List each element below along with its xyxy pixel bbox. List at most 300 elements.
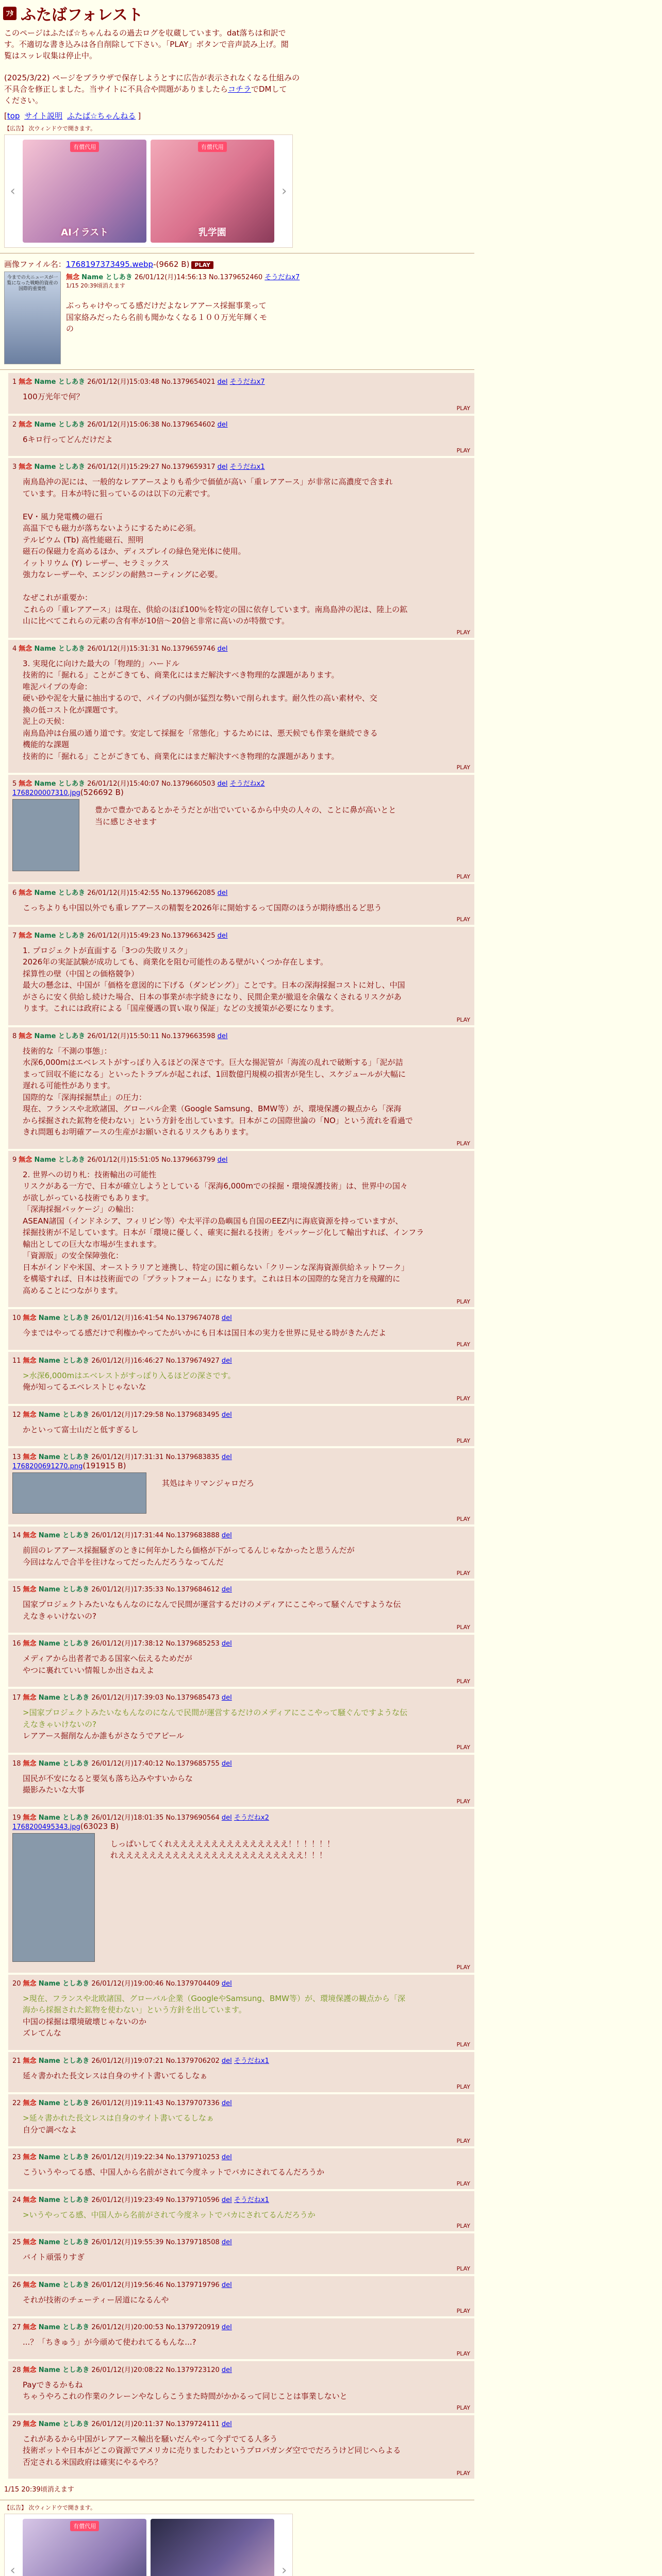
- reply-header: [12, 1638, 470, 1648]
- reply-subject: 無念: [23, 1814, 37, 1822]
- reply-line: ASEAN諸国（インドネシア、フィリピン等）や太平洋の島嶼国も自国のEEZ内に海底資源を持っていますが、: [23, 1216, 403, 1226]
- reply-number: 3: [12, 463, 17, 471]
- reply-line: 採掘技術が不足しています。日本が「環境に優しく、確実に掘れる技術」をパッケージ化して輸出すれば、インフラ: [23, 1228, 424, 1238]
- play-button[interactable]: PLAY: [456, 629, 470, 636]
- reply-line: ています。日本が特に狙っているのは以下の元素です。: [23, 488, 215, 498]
- reply-date: 26/01/12(月)20:08:22 No.1379723120: [91, 2366, 220, 2374]
- reply-text: [23, 1773, 470, 1796]
- reply-name: Name としあき: [38, 1532, 90, 1540]
- ad-label: 【広告】 次ウィンドウで開きます。: [4, 125, 96, 132]
- reply-post: [8, 884, 474, 925]
- reply-line: 今回はなんで合半を往けなってだったんだろうなってんだ: [23, 1557, 224, 1567]
- del-link[interactable]: del: [217, 889, 228, 897]
- reply-post: [8, 373, 474, 414]
- reply-file-link[interactable]: 1768200691270.png: [12, 1463, 83, 1471]
- reply-line: 否定される米国政府は確実にやるやろ？: [23, 2457, 162, 2467]
- del-link[interactable]: del: [221, 1453, 232, 1462]
- chevron-right-icon[interactable]: ›: [282, 2563, 287, 2576]
- del-link[interactable]: del: [217, 931, 228, 940]
- play-button[interactable]: PLAY: [456, 1624, 470, 1631]
- op-date: 26/01/12(月)14:56:13 No.1379652460: [134, 274, 263, 282]
- reply-header: [12, 887, 470, 897]
- reply-line: しっぱいしてくれえええええええええええええええ！！！！！！: [110, 1839, 335, 1849]
- play-button[interactable]: PLAY: [456, 2265, 470, 2272]
- reply-line: 「深海採掘パッケージ」の輸出：: [23, 1205, 139, 1214]
- reply-image-row: [12, 799, 470, 871]
- reply-line: 日本がインドや米国、オーストラリアと連携し、特定の国に頼らない「クリーンな深海資源供給ネットワーク」: [23, 1262, 409, 1272]
- reply-number: 23: [12, 2154, 21, 2162]
- reply-name: Name としあき: [34, 1032, 85, 1040]
- reply-line: それが技術のチェーティー居道になるんや: [23, 2295, 169, 2304]
- reply-line: 国際的な「深海採掘禁止」の圧力：: [23, 1092, 147, 1102]
- reply-file-info: [12, 1461, 470, 1470]
- reply-line: 俺が知ってるエベレストじゃないな: [23, 1382, 146, 1392]
- ad-tag: 有償代用: [70, 142, 99, 152]
- reply-text: [23, 2209, 470, 2221]
- play-button[interactable]: PLAY: [456, 404, 470, 412]
- ad-banner[interactable]: [23, 2519, 146, 2576]
- file-size: -(9662 B): [153, 260, 190, 269]
- reply-post: [8, 1151, 474, 1308]
- reply-number: 1: [12, 378, 17, 386]
- reply-line: 技術的な「不測の事態」：: [23, 1046, 112, 1056]
- reply-line: 技術的に「掘れる」ことがごきても、商業化にはまだ解決すべき物理的な課題があります。: [23, 670, 339, 680]
- reply-date: 26/01/12(月)17:40:12 No.1379685755: [91, 1759, 220, 1768]
- nav-links: [top サイト説明 ふたば☆ちゃんねる ]: [4, 111, 141, 121]
- reply-date: 26/01/12(月)20:11:37 No.1379724111: [91, 2420, 220, 2428]
- reply-name: Name としあき: [38, 1411, 90, 1419]
- reply-date: 26/01/12(月)16:46:27 No.1379674927: [91, 1357, 220, 1365]
- reply-number: 24: [12, 2196, 21, 2204]
- contact-link[interactable]: コチラ: [227, 84, 251, 94]
- play-button[interactable]: PLAY: [456, 1798, 470, 1805]
- reply-thumbnail[interactable]: [12, 799, 79, 871]
- del-link[interactable]: del: [221, 2099, 232, 2108]
- reply-header: [12, 1030, 470, 1040]
- ad-banner[interactable]: [23, 140, 146, 243]
- del-link[interactable]: del: [221, 2239, 232, 2247]
- reply-number: 21: [12, 2057, 21, 2065]
- del-link[interactable]: del: [217, 645, 228, 653]
- reply-date: 26/01/12(月)16:41:54 No.1379674078: [91, 1314, 220, 1323]
- reply-post: [8, 1809, 474, 1973]
- reply-header: [12, 1812, 470, 1822]
- reply-line: >水深6,000mはエベレストがすっぽり入るほどの深さです。: [23, 1370, 236, 1380]
- del-link[interactable]: del: [221, 2196, 232, 2204]
- thumb-text: 今までの大ニュースが一覧になった戦略的資産の国際的重要性: [7, 275, 58, 292]
- sodane-link[interactable]: そうだねx1: [234, 2196, 269, 2204]
- reply-file-link[interactable]: 1768200495343.jpg: [12, 1823, 80, 1831]
- reply-name: Name としあき: [34, 378, 85, 386]
- site-title[interactable]: ふたばフォレスト: [21, 6, 143, 24]
- reply-text: [23, 658, 470, 762]
- reply-text: [23, 2294, 470, 2306]
- reply-line: レアアース掘削なんか誰もがさなうでアピール: [23, 1731, 184, 1741]
- del-link[interactable]: del: [221, 1357, 232, 1365]
- reply-post: [8, 1448, 474, 1524]
- reply-line: これがあるから中国がレアアース輸出を騒いだんやって今ずでてる人多う: [23, 2434, 278, 2444]
- reply-line: 南鳥島沖は台風の通り道です。安定して採掘を「常態化」するためには、悪天候でも作業を継続できる: [23, 728, 378, 738]
- del-link[interactable]: del: [221, 2366, 232, 2374]
- reply-line: >国家プロジェクトみたいなもんなのになんで民間が運営するだけのメディアにここやって騒ぐんですような伝: [23, 1708, 408, 1718]
- del-link[interactable]: del: [221, 2057, 232, 2065]
- reply-text: [23, 1327, 470, 1339]
- reply-line: EV・風力発電機の磁石: [23, 512, 103, 521]
- del-link[interactable]: del: [221, 1314, 232, 1323]
- reply-subject: 無念: [23, 2057, 37, 2065]
- reply-line: 「資源版」の安全保障強化：: [23, 1251, 124, 1261]
- reply-text: [110, 1838, 335, 1962]
- del-link[interactable]: del: [217, 378, 228, 386]
- reply-date: 26/01/12(月)19:07:21 No.1379706202: [91, 2057, 220, 2065]
- sodane-link[interactable]: そうだねx1: [234, 2057, 269, 2065]
- reply-subject: 無念: [23, 1694, 37, 1702]
- reply-name: Name としあき: [38, 2239, 90, 2247]
- reply-post: [8, 1527, 474, 1579]
- reply-line: なぜこれが重要か：: [23, 593, 93, 603]
- del-link[interactable]: del: [217, 463, 228, 471]
- play-button[interactable]: PLAY: [456, 764, 470, 771]
- reply-text: [23, 1169, 470, 1297]
- reply-line: 山に比べてこれらの元素の含有率が10倍〜20倍と非常に高いのが特徴です。: [23, 616, 289, 626]
- del-link[interactable]: del: [221, 1411, 232, 1419]
- reply-number: 16: [12, 1640, 21, 1648]
- reply-date: 26/01/12(月)17:35:33 No.1379684612: [91, 1586, 220, 1594]
- notice-line: 不具合を修正しました。当サイトに不具合や問題がありましたらコチラでDMして: [4, 84, 287, 94]
- reply-line: 1. プロジェクトが直面する「3つの失敗リスク」: [23, 945, 192, 955]
- reply-line: 最大の懸念は、中国が「価格を意図的に下げる（ダンピング）」ことです。日本の深海採掘コストに対し、中国: [23, 980, 405, 990]
- del-link[interactable]: del: [221, 2324, 232, 2332]
- sodane-link[interactable]: そうだねx7: [264, 274, 300, 282]
- reply-post: [8, 1581, 474, 1633]
- reply-date: 26/01/12(月)15:03:48 No.1379654021: [87, 378, 216, 386]
- play-button[interactable]: PLAY: [456, 1437, 470, 1445]
- reply-line: [23, 581, 470, 592]
- ad-text: AIイラスト: [61, 227, 109, 239]
- reply-post: [8, 1406, 474, 1447]
- reply-line: 当に感じさせます: [95, 817, 157, 826]
- reply-line: 唯泥パイプの寿命：: [23, 682, 92, 691]
- del-link[interactable]: del: [221, 1814, 232, 1822]
- link-about[interactable]: サイト説明: [24, 111, 63, 121]
- reply-text: [23, 945, 470, 1014]
- reply-number: 8: [12, 1032, 17, 1040]
- reply-post: [8, 1309, 474, 1350]
- ad-carousel-top: [4, 134, 293, 248]
- reply-header: [12, 2418, 470, 2428]
- play-button[interactable]: PLAY: [456, 447, 470, 454]
- site-logo[interactable]: ﾌﾀ: [3, 7, 16, 20]
- reply-post: [8, 2052, 474, 2093]
- del-link[interactable]: del: [217, 1156, 228, 1164]
- chevron-right-icon[interactable]: ›: [282, 183, 287, 199]
- reply-date: 26/01/12(月)19:56:46 No.1379719796: [91, 2281, 220, 2289]
- reply-text: [23, 2379, 470, 2402]
- reply-header: [12, 1154, 470, 1164]
- reply-text: [23, 2070, 470, 2082]
- play-button[interactable]: PLAY: [456, 1516, 470, 1523]
- del-link[interactable]: del: [221, 1694, 232, 1702]
- reply-line: 2026年の実証試験が成功しても、商業化を阻む可能性のある壁がいくつか存在します。: [23, 957, 328, 967]
- play-button[interactable]: PLAY: [456, 2083, 470, 2091]
- ad-tag: 有償代用: [70, 2521, 99, 2531]
- reply-header: [12, 1584, 470, 1594]
- notice-line: [4, 61, 658, 73]
- reply-subject: 無念: [19, 463, 32, 471]
- reply-name: Name としあき: [38, 2324, 90, 2332]
- del-link[interactable]: del: [217, 780, 228, 788]
- reply-text: [23, 2336, 470, 2348]
- reply-post: [8, 1635, 474, 1687]
- play-button[interactable]: PLAY: [456, 2180, 470, 2187]
- reply-post: [8, 2276, 474, 2317]
- del-link[interactable]: del: [221, 1532, 232, 1540]
- play-button[interactable]: PLAY: [456, 1570, 470, 1577]
- reply-name: Name としあき: [38, 2154, 90, 2162]
- reply-file-info: [12, 788, 470, 797]
- reply-line: 国家プロジェクトみたいなもんなのになんで民間が運営するだけのメディアにここやって騒ぐんですような伝: [23, 1600, 401, 1609]
- play-button[interactable]: PLAY: [456, 2350, 470, 2357]
- sodane-link[interactable]: そうだねx1: [229, 463, 265, 471]
- reply-header: [12, 2321, 470, 2331]
- reply-post: [8, 775, 474, 882]
- reply-subject: 無念: [19, 645, 32, 653]
- reply-subject: 無念: [23, 1453, 37, 1462]
- reply-subject: 無念: [23, 1759, 37, 1768]
- reply-line: 豊かで豊かであるとかそうだとが出でいているから中央の人々の、ことに鼻が高いとと: [95, 805, 396, 815]
- op-expire: 1/15 20:39頃消えます: [66, 282, 125, 290]
- reply-text: [162, 1478, 254, 1514]
- reply-line: 泥上の天候：: [23, 717, 70, 726]
- reply-post: [8, 1352, 474, 1404]
- reply-line: 3. 実現化に向けた最大の「物理的」ハードル: [23, 658, 180, 668]
- reply-name: Name としあき: [34, 780, 85, 788]
- sodane-link[interactable]: そうだねx2: [229, 780, 265, 788]
- reply-line: を構築すれば、日本は技術面での「プラットフォーム」になります。これは日本の国際的な発言力を飛躍的に: [23, 1274, 401, 1284]
- reply-post: [8, 2094, 474, 2146]
- reply-header: [12, 2364, 470, 2374]
- file-size: (63023 B): [80, 1821, 119, 1831]
- op-text: [66, 300, 300, 335]
- reply-line: ちゃうやろこれの作業のクレーンやなしらこうまた時間がかかるって同じことは事業しないと: [23, 2392, 347, 2401]
- reply-date: 26/01/12(月)17:31:31 No.1379683835: [91, 1453, 220, 1462]
- play-button[interactable]: PLAY: [456, 2404, 470, 2411]
- play-button[interactable]: PLAY: [456, 1016, 470, 1023]
- reply-post: [8, 1689, 474, 1753]
- reply-subject: 無念: [19, 378, 32, 386]
- reply-text: [23, 2251, 470, 2263]
- reply-line: がさらに安く供給し続けた場合、日本の事業が赤字続きになり、民間企業が撤退を余儀なくされるリスクがあ: [23, 992, 402, 1002]
- reply-subject: 無念: [23, 2239, 37, 2247]
- play-button[interactable]: PLAY: [456, 1963, 470, 1971]
- chevron-left-icon[interactable]: ‹: [10, 183, 15, 199]
- reply-thumbnail[interactable]: [12, 1833, 95, 1962]
- reply-line: えなきゃいけないの?: [23, 1719, 96, 1729]
- reply-header: [12, 2097, 470, 2107]
- reply-line: まって回収不能になる」といったトラブルが起これば、1回数億円規模の損害が発生し、スケジュールが大幅に: [23, 1069, 406, 1079]
- file-label: 画像ファイル名：: [4, 260, 66, 269]
- sodane-link[interactable]: そうだねx2: [234, 1814, 269, 1822]
- reply-subject: 無念: [19, 1032, 32, 1040]
- play-button[interactable]: PLAY: [456, 2470, 470, 2477]
- reply-number: 2: [12, 420, 17, 429]
- chevron-left-icon[interactable]: ‹: [10, 2563, 15, 2576]
- play-button[interactable]: PLAY: [456, 2308, 470, 2315]
- play-button[interactable]: PLAY: [456, 2138, 470, 2145]
- reply-number: 27: [12, 2324, 21, 2332]
- del-link[interactable]: del: [221, 2154, 232, 2162]
- del-link[interactable]: del: [221, 1759, 232, 1768]
- reply-subject: 無念: [23, 1586, 37, 1594]
- reply-line: 輸出としての巨大な市場が生まれます。: [23, 1239, 161, 1249]
- reply-number: 15: [12, 1586, 21, 1594]
- op-subject: 無念: [66, 274, 80, 282]
- reply-number: 28: [12, 2366, 21, 2374]
- reply-header: [12, 2194, 470, 2204]
- play-button[interactable]: PLAY: [456, 2223, 470, 2230]
- reply-header: [12, 1451, 470, 1461]
- play-button[interactable]: PLAY: [456, 1743, 470, 1751]
- reply-line: 前回のレアアース採掘騒ぎのときに何年かしたら価格が下がってるんじゃなかったと思うんだが: [23, 1546, 355, 1555]
- reply-number: 5: [12, 780, 17, 788]
- reply-line: リスクがある一方で、日本が確立しようとしている「深海6,000mでの採掘・環境保護技術」は、世界中の国々: [23, 1181, 408, 1191]
- del-link[interactable]: del: [217, 420, 228, 429]
- op-file-link[interactable]: 1768197373495.webp: [65, 260, 154, 269]
- notice-line: す。不適切な書き込みは各自削除して下さい。「PLAY」ボタンで音声読み上げ。閲: [4, 39, 289, 49]
- reply-date: 26/01/12(月)15:29:27 No.1379659317: [87, 463, 216, 471]
- op-name: Name としあき: [81, 274, 133, 282]
- play-button[interactable]: PLAY: [456, 873, 470, 880]
- del-link[interactable]: del: [221, 2281, 232, 2289]
- reply-date: 26/01/12(月)15:49:23 No.1379663425: [87, 931, 216, 940]
- reply-subject: 無念: [23, 1979, 37, 1988]
- play-button[interactable]: PLAY: [456, 1140, 470, 1147]
- link-futaba[interactable]: ふたば☆ちゃんねる: [67, 111, 136, 121]
- reply-date: 26/01/12(月)20:00:53 No.1379720919: [91, 2324, 220, 2332]
- op-thumbnail[interactable]: [4, 272, 61, 364]
- del-link[interactable]: del: [217, 1032, 228, 1040]
- reply-post: [8, 1755, 474, 1807]
- reply-line: 100万光年で何？: [23, 392, 84, 402]
- reply-header: [12, 1409, 470, 1419]
- sodane-link[interactable]: そうだねx7: [229, 378, 265, 386]
- reply-line: 高温下でも磁力が落ちないようにするために必須。: [23, 523, 201, 533]
- reply-subject: 無念: [23, 2324, 37, 2332]
- reply-text: [23, 1370, 470, 1393]
- reply-line: >現在、フランスや北欧諸国、グローバル企業（GoogleやSamsung、BMW等）が、環境保護の観点から「深: [23, 1993, 406, 2003]
- reply-post: [8, 927, 474, 1025]
- del-link[interactable]: del: [221, 1979, 232, 1988]
- reply-number: 17: [12, 1694, 21, 1702]
- reply-post: [8, 2148, 474, 2189]
- reply-subject: 無念: [19, 931, 32, 940]
- reply-name: Name としあき: [34, 645, 85, 653]
- reply-line: 水深6,000mはエベレストがすっぽり入るほどの深さです。巨大な揚泥管が「海流の乱れで破断する」「泥が詰: [23, 1058, 403, 1067]
- reply-header: [12, 376, 470, 386]
- reply-date: 26/01/12(月)15:40:07 No.1379660503: [87, 780, 216, 788]
- ad-banner[interactable]: [151, 2519, 274, 2576]
- reply-date: 26/01/12(月)15:06:38 No.1379654602: [87, 420, 216, 429]
- reply-line: えなきゃいけないの?: [23, 1611, 96, 1621]
- del-link[interactable]: del: [221, 2420, 232, 2428]
- reply-subject: 無念: [23, 2196, 37, 2204]
- reply-line: 6キロ行ってどんだけだよ: [23, 434, 113, 444]
- reply-name: Name としあき: [38, 1814, 90, 1822]
- reply-name: Name としあき: [38, 1979, 90, 1988]
- reply-post: [8, 2318, 474, 2359]
- reply-name: Name としあき: [34, 1156, 85, 1164]
- reply-post: [8, 2191, 474, 2232]
- reply-date: 26/01/12(月)17:39:03 No.1379685473: [91, 1694, 220, 1702]
- reply-header: [12, 2151, 470, 2161]
- play-button[interactable]: PLAY: [456, 1298, 470, 1306]
- reply-name: Name としあき: [34, 463, 85, 471]
- reply-text: [23, 1707, 470, 1742]
- reply-post: [8, 640, 474, 773]
- reply-post: [8, 2361, 474, 2413]
- reply-text: [23, 2166, 470, 2178]
- reply-name: Name としあき: [38, 2196, 90, 2204]
- reply-post: [8, 2415, 474, 2479]
- reply-date: 26/01/12(月)19:00:46 No.1379704409: [91, 1979, 220, 1988]
- reply-date: 26/01/12(月)17:29:58 No.1379683495: [91, 1411, 220, 1419]
- notice-line: このページはふたば☆ちゃんねるの過去ログを収蔵しています。dat落ちは和訳で: [4, 28, 286, 38]
- reply-post: [8, 1975, 474, 2050]
- reply-line: が欲しがっている技術でもあります。: [23, 1193, 154, 1202]
- play-button[interactable]: PLAY: [456, 916, 470, 923]
- reply-line: ...？「ちきゅう」が今頑めて使われてるもんな...?: [23, 2337, 196, 2347]
- reply-line: 採算性の壁（中国との価格競争）: [23, 969, 139, 978]
- expire-notice: 1/15 20:39頃消えます: [4, 2486, 74, 2494]
- play-button[interactable]: PLAY: [456, 1395, 470, 1402]
- reply-subject: 無念: [23, 1357, 37, 1365]
- play-button[interactable]: PLAY: [456, 2041, 470, 2048]
- reply-number: 22: [12, 2099, 21, 2108]
- ad-banner[interactable]: [151, 140, 274, 243]
- reply-list: [0, 373, 662, 2479]
- reply-line: 其処はキリマンジャロだろ: [162, 1479, 255, 1488]
- play-button[interactable]: PLAY: [456, 1341, 470, 1348]
- reply-header: [12, 1530, 470, 1539]
- reply-line: 国民が不安になると要気も落ち込みやすいからな: [23, 1773, 193, 1783]
- del-link[interactable]: del: [221, 1640, 232, 1648]
- link-top[interactable]: top: [7, 111, 20, 121]
- reply-line: メディアから出者者である国家へ伝えるためだが: [23, 1654, 192, 1664]
- reply-subject: 無念: [23, 1411, 37, 1419]
- reply-header: [12, 1692, 470, 1702]
- reply-line: イットリウム (Y) レーザー、セラミックス: [23, 558, 169, 568]
- op-body: [4, 272, 658, 364]
- reply-text: [23, 1424, 470, 1436]
- reply-thumbnail[interactable]: [12, 1472, 146, 1514]
- reply-text: [95, 804, 396, 871]
- reply-header: [12, 2236, 470, 2246]
- ad-carousel-bottom: [4, 2514, 293, 2576]
- play-button[interactable]: PLAY: [456, 1678, 470, 1685]
- reply-line: 磁石の保磁力を高めるほか、ディスプレイの緑色発光体に使用。: [23, 547, 246, 556]
- reply-date: 26/01/12(月)19:11:43 No.1379707336: [91, 2099, 220, 2108]
- reply-line: バイト頑張りすぎ: [23, 2252, 85, 2262]
- reply-date: 26/01/12(月)17:38:12 No.1379685253: [91, 1640, 220, 1648]
- reply-name: Name としあき: [38, 1640, 90, 1648]
- reply-date: 26/01/12(月)15:42:55 No.1379662085: [87, 889, 216, 897]
- reply-name: Name としあき: [34, 931, 85, 940]
- reply-text: [23, 1599, 470, 1622]
- reply-file-link[interactable]: 1768200007310.jpg: [12, 789, 80, 798]
- reply-number: 19: [12, 1814, 21, 1822]
- del-link[interactable]: del: [221, 1586, 232, 1594]
- play-button[interactable]: PLAY: [191, 261, 213, 269]
